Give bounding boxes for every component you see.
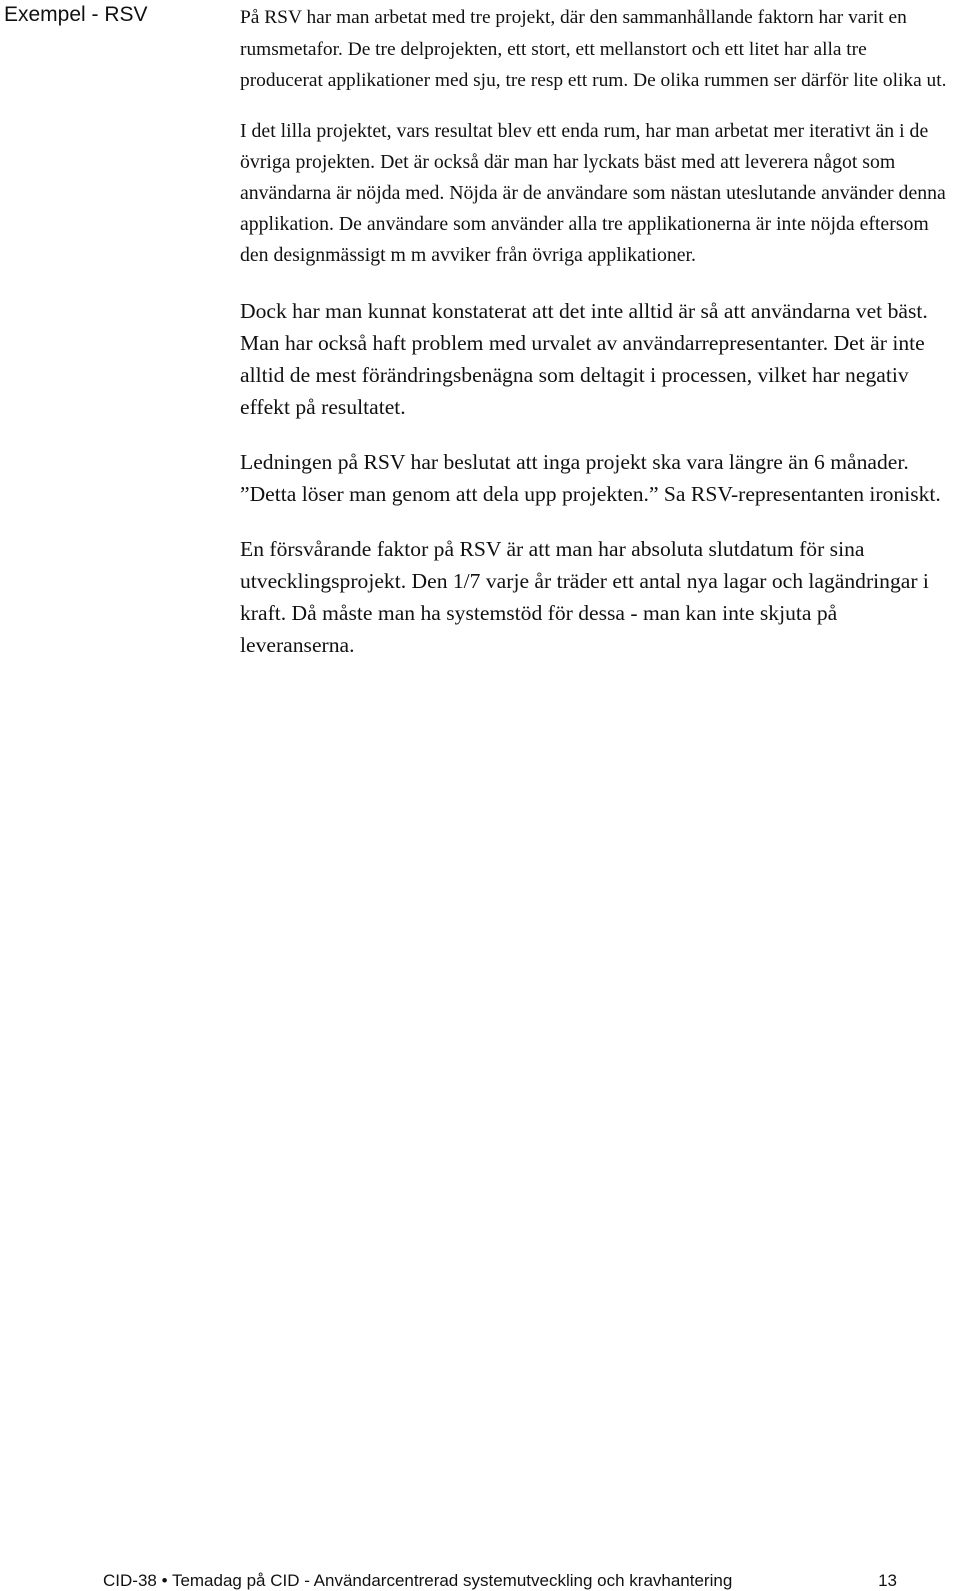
paragraph-2: I det lilla projektet, vars resultat blev ett enda rum, har man arbetat mer iterativt än i de övriga projekten. Det är också där man har lyckats bäst med att leverera något som användarna är nöjda med. Nöjda är de användare som nästan uteslutande använder denna applikation. De användare som använder alla tre applikationerna är inte nöjda eftersom den designmässigt m m avviker från övriga applikationer.: [240, 119, 946, 266]
page-number: 13: [878, 1571, 897, 1590]
footer-text: CID-38 • Temadag på CID - Användarcentrerad systemutveckling och kravhantering: [103, 1571, 733, 1590]
body-text: [240, 2, 952, 684]
paragraph-3: Dock har man kunnat konstaterat att det inte alltid är så att användarna vet bäst. Man har också haft problem med urvalet av användarrepresentanter. Det är inte alltid de mest förändringsbenägna som deltagit i processen, vilket har negativ effekt på resultatet.: [240, 298, 928, 419]
paragraph-5: En försvårande faktor på RSV är att man har absoluta slutdatum för sina utvecklingsprojekt. Den 1/7 varje år träder ett antal nya lagar och lagändringar i kraft. Då måste man ha systemstöd för dessa - man kan inte skjuta på leveranserna.: [240, 536, 929, 657]
paragraph-1: På RSV har man arbetat med tre projekt, där den sammanhållande faktorn har varit en rumsmetafor. De tre delprojekten, ett stort, ett mellanstort och ett litet har alla tre producerat applikationer med sju, tre resp ett rum. De olika rummen ser därför lite olika ut.: [240, 7, 947, 91]
page-footer: [103, 1571, 953, 1591]
section-title: Exempel - RSV: [4, 3, 148, 26]
paragraph-4: Ledningen på RSV har beslutat att inga projekt ska vara längre än 6 månader. ”Detta löser man genom att dela upp projekten.” Sa RSV-representanten ironiskt.: [240, 449, 941, 506]
